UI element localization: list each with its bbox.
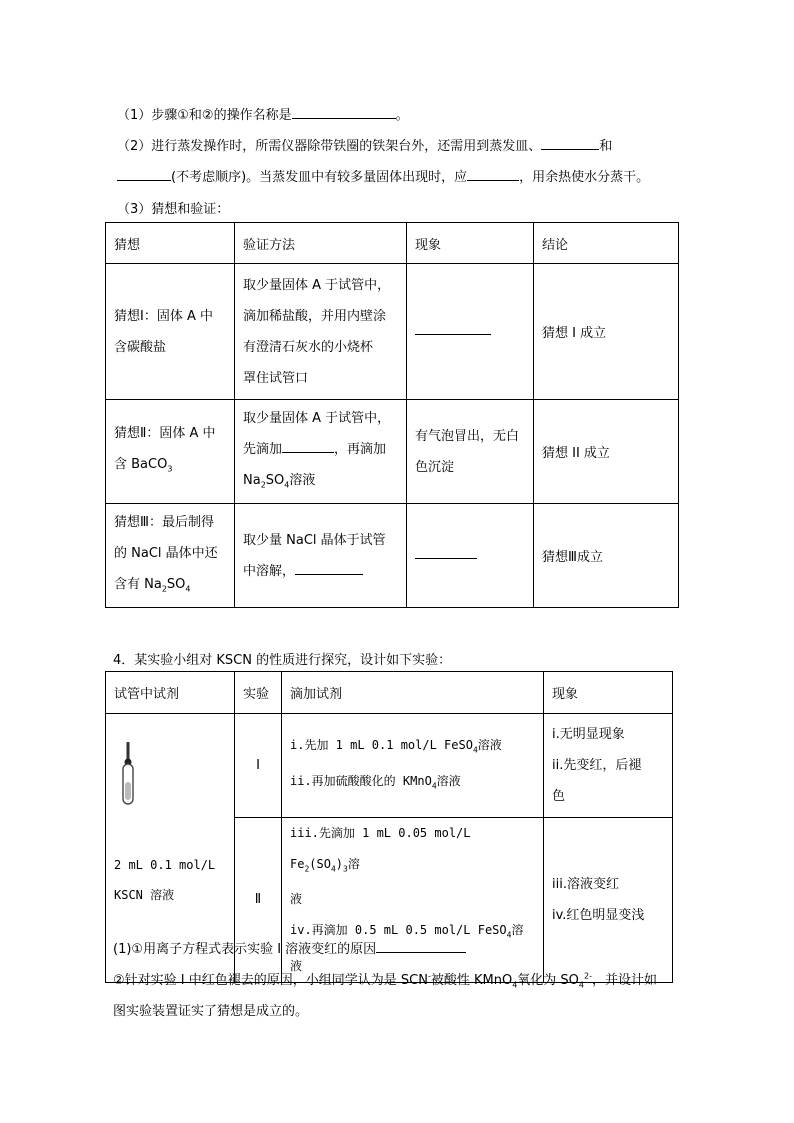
- header-phenomenon: 现象: [407, 223, 534, 264]
- table-row: 猜想Ⅲ：最后制得 的 NaCl 晶体中还 含有 $Na_2SO_4$ 取少量 NaCl 晶体于试管 中溶解， 猜想Ⅲ成立: [106, 504, 679, 608]
- question-2-line2: (不考虑顺序)。当蒸发皿中有较多量固体出现时，应 ，用余热使水分蒸干。: [117, 166, 649, 185]
- answer-blank[interactable]: [282, 451, 334, 453]
- header-conclusion: 结论: [534, 223, 679, 264]
- part-2-line1: ②针对实验 I 中红色褪去的原因，小组同学认为是 SCN-被酸性 KMnO$_4$氧化为 $SO_4^{2-}$，并设计如: [113, 971, 658, 990]
- question-1: （1）步骤①和②的操作名称是 。: [117, 108, 409, 123]
- question-3: （3）猜想和验证：: [117, 202, 230, 217]
- table-row: 2 mL 0.1 mol/L KSCN 溶液 I i.先加 1 mL 0.1 mol/L FeSO$_4$溶液 ii.再加硫酸酸化的 KMnO$_4$溶液 i.无明显现象 ii.先变红，后褪 色: [106, 714, 673, 818]
- part-2-line2: 图实验装置证实了猜想是成立的。: [113, 1004, 309, 1019]
- test-tube-icon: [118, 742, 138, 806]
- table-row: 猜想Ⅰ：固体 A 中 含碳酸盐 取少量固体 A 于试管中， 滴加稀盐酸，并用内壁涂 有澄清石灰水的小烧杯 罩住试管口 猜想 I 成立: [106, 264, 679, 400]
- answer-blank[interactable]: [376, 951, 466, 953]
- answer-blank[interactable]: [541, 148, 599, 150]
- answer-blank[interactable]: [467, 179, 519, 181]
- experiment-table: [105, 671, 673, 983]
- question-4: 4．某实验小组对 KSCN 的性质进行探究，设计如下实验：: [113, 653, 452, 668]
- header-added: 滴加试剂: [282, 672, 544, 714]
- header-method: 验证方法: [235, 223, 407, 264]
- header-experiment: 实验: [235, 672, 282, 714]
- answer-blank[interactable]: [415, 557, 477, 559]
- question-2-line1: （2）进行蒸发操作时，所需仪器除带铁圈的铁架台外，还需用到蒸发皿、 和: [117, 139, 613, 154]
- part-1: (1)①用离子方程式表示实验 I 溶液变红的原因: [113, 938, 466, 957]
- header-phenomenon: 现象: [544, 672, 673, 714]
- answer-blank[interactable]: [292, 117, 396, 119]
- header-guess: 猜想: [106, 223, 235, 264]
- header-reagent: 试管中试剂: [106, 672, 235, 714]
- table-row: Ⅱ iii.先滴加 1 mL 0.05 mol/L $Fe_2(SO_4)_3$溶 液 iv.再滴加 0.5 mL 0.5 mol/L FeSO$_4$溶液 iii.溶液变红 iv.红色明显变浅: [106, 818, 673, 983]
- answer-blank[interactable]: [415, 333, 491, 335]
- answer-blank[interactable]: [117, 179, 171, 181]
- answer-blank[interactable]: [295, 573, 363, 575]
- table-row: 猜想Ⅱ：固体 A 中 含 BaCO$_3$ 取少量固体 A 于试管中， 先滴加 ，再滴加 $Na_2SO_4$溶液 有气泡冒出，无白 色沉淀 猜想 II 成立: [106, 400, 679, 504]
- hypothesis-table: [105, 222, 679, 608]
